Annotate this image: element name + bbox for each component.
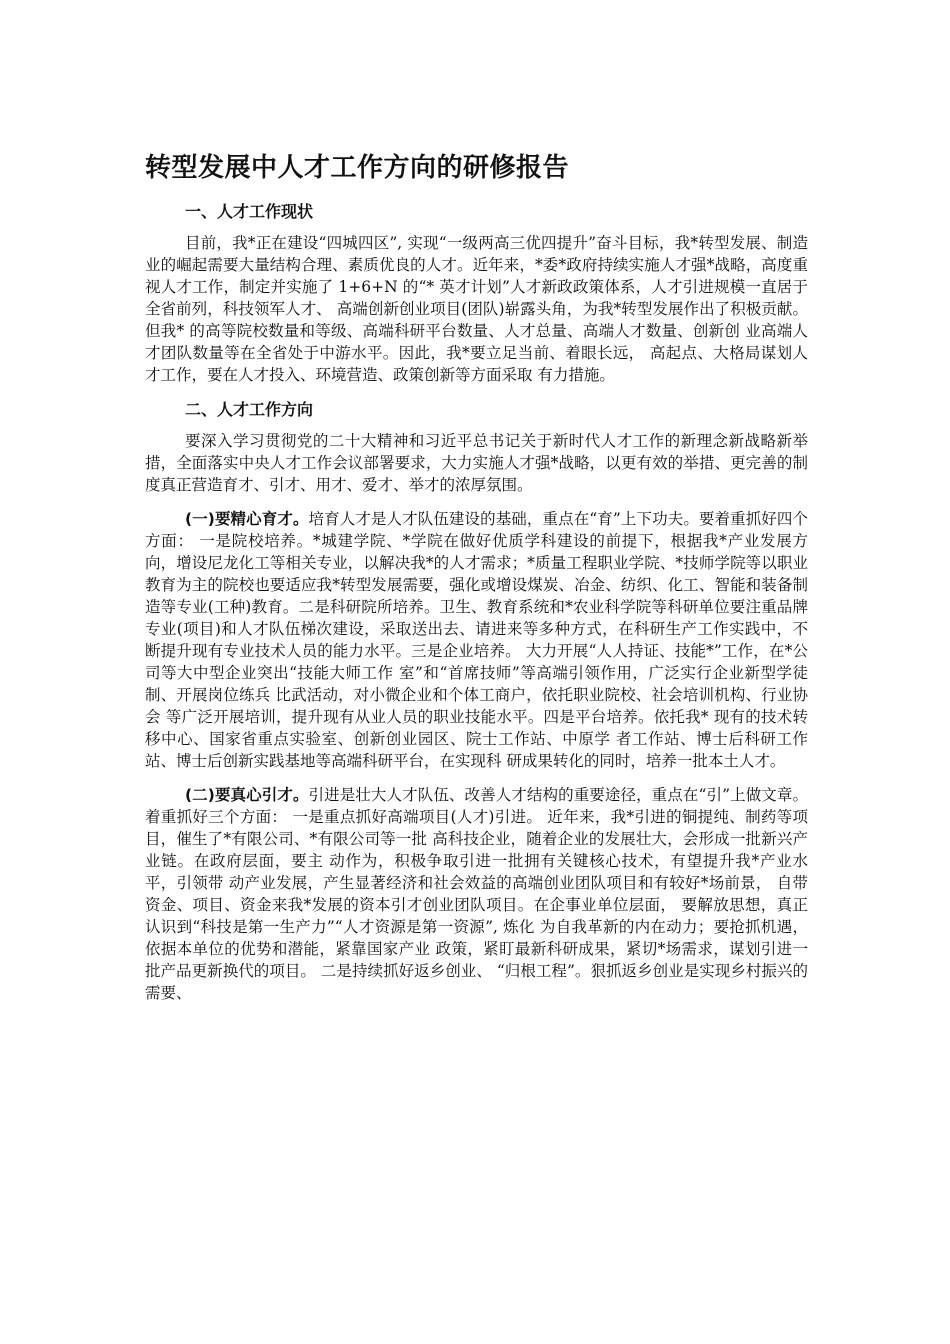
section-heading-status: 一、人才工作现状: [185, 202, 314, 221]
document-page: [145, 150, 808, 1016]
lead-cultivate-talent: (一)要精心育才。: [185, 510, 309, 528]
paragraph-cultivate-talent: [145, 508, 808, 772]
lead-attract-talent: (二)要真心引才。: [185, 786, 309, 804]
paragraph-direction-intro: 要深入学习贯彻党的二十大精神和习近平总书记关于新时代人才工作的新理念新战略新举措，全面落实中央人才工作会议部署要求，大力实施人才强*战略，以更有效的举措、更完善的制度真正营造育才、引才、用才、爱才、举才的浓厚氛围。: [145, 432, 808, 494]
paragraph-status: 目前，我*正在建设“四城四区”, 实现“一级两高三优四提升”奋斗目标，我*转型发展、制造业的崛起需要大量结构合理、素质优良的人才。近年来，*委*政府持续实施人才强*战略，高度重视人才工作，制定并实施了 1+6+N 的“* 英才计划”人才新政政策体系，人才引进规模一直居于全省前列，科技领军人才、 高端创新创业项目(团队)崭露头角，为我*转型发展作出了积极贡献。但我* 的高等院校数量和等级、高端科研平台数量、人才总量、高端人才数量、创新创 业高端人才团队数量等在全省处于中游水平。因此，我*要立足当前、着眼长远， 高起点、大格局谋划人才工作，要在人才投入、环境营造、政策创新等方面采取 有力措施。: [145, 234, 808, 384]
section-heading-direction: 二、人才工作方向: [185, 400, 314, 419]
paragraph-attract-talent: [145, 784, 808, 1004]
body-attract-talent: 引进是壮大人才队伍、改善人才结构的重要途径，重点在“引”上做文章。着重抓好三个方面： 一是重点抓好高端项目(人才)引进。 近年来，我*引进的铜提纯、制药等项目，催生了*有限公司、*有限公司等一批 高科技企业，随着企业的发展壮大，会形成一批新兴产业链。在政府层面，要主 动作为，积极争取引进一批拥有关键核心技术，有望提升我*产业水平，引领带 动产业发展，产生显著经济和社会效益的高端创业团队项目和有较好*场前景， 自带资金、项目、资金来我*发展的资本引才创业团队项目。在企事业单位层面， 要解放思想，真正认识到“科技是第一生产力”“人才资源是第一资源”, 炼化 为自我革新的内在动力；要抢抓机遇，依据本单位的优势和潜能，紧靠国家产业 政策，紧盯最新科研成果，紧切*场需求，谋划引进一批产品更新换代的项目。 二是持续抓好返乡创业、 “归根工程”。狠抓返乡创业是实现乡村振兴的需要、: [145, 786, 808, 1002]
document-title: 转型发展中人才工作方向的研修报告: [145, 153, 570, 183]
body-cultivate-talent: 培育人才是人才队伍建设的基础，重点在“育”上下功夫。要着重抓好四个方面： 一是院校培养。*城建学院、*学院在做好优质学科建设的前提下，根据我*产业发展方向，增设尼龙化工等相关专业，以解决我*的人才需求；*质量工程职业学院、*技师学院等以职业教育为主的院校也要适应我*转型发展需要，强化或增设煤炭、冶金、纺织、化工、智能和装备制造等专业(工种)教育。二是科研院所培养。卫生、教育系统和*农业科学院等科研单位要注重品牌专业(项目)和人才队伍梯次建设，采取送出去、请进来等多种方式，在科研生产工作实践中，不断提升现有专业技术人员的能力水平。三是企业培养。 大力开展“人人持证、技能*”工作，在*公司等大中型企业突出“技能大师工作 室”和“首席技师”等高端引领作用，广泛实行企业新型学徒制、开展岗位练兵 比武活动，对小微企业和个体工商户，依托职业院校、社会培训机构、行业协会 等广泛开展培训，提升现有从业人员的职业技能水平。四是平台培养。依托我* 现有的技术转移中心、国家省重点实验室、创新创业园区、院士工作站、中原学 者工作站、博士后科研工作站、博士后创新实践基地等高端科研平台，在实现科 研成果转化的同时，培养一批本土人才。: [145, 510, 808, 770]
